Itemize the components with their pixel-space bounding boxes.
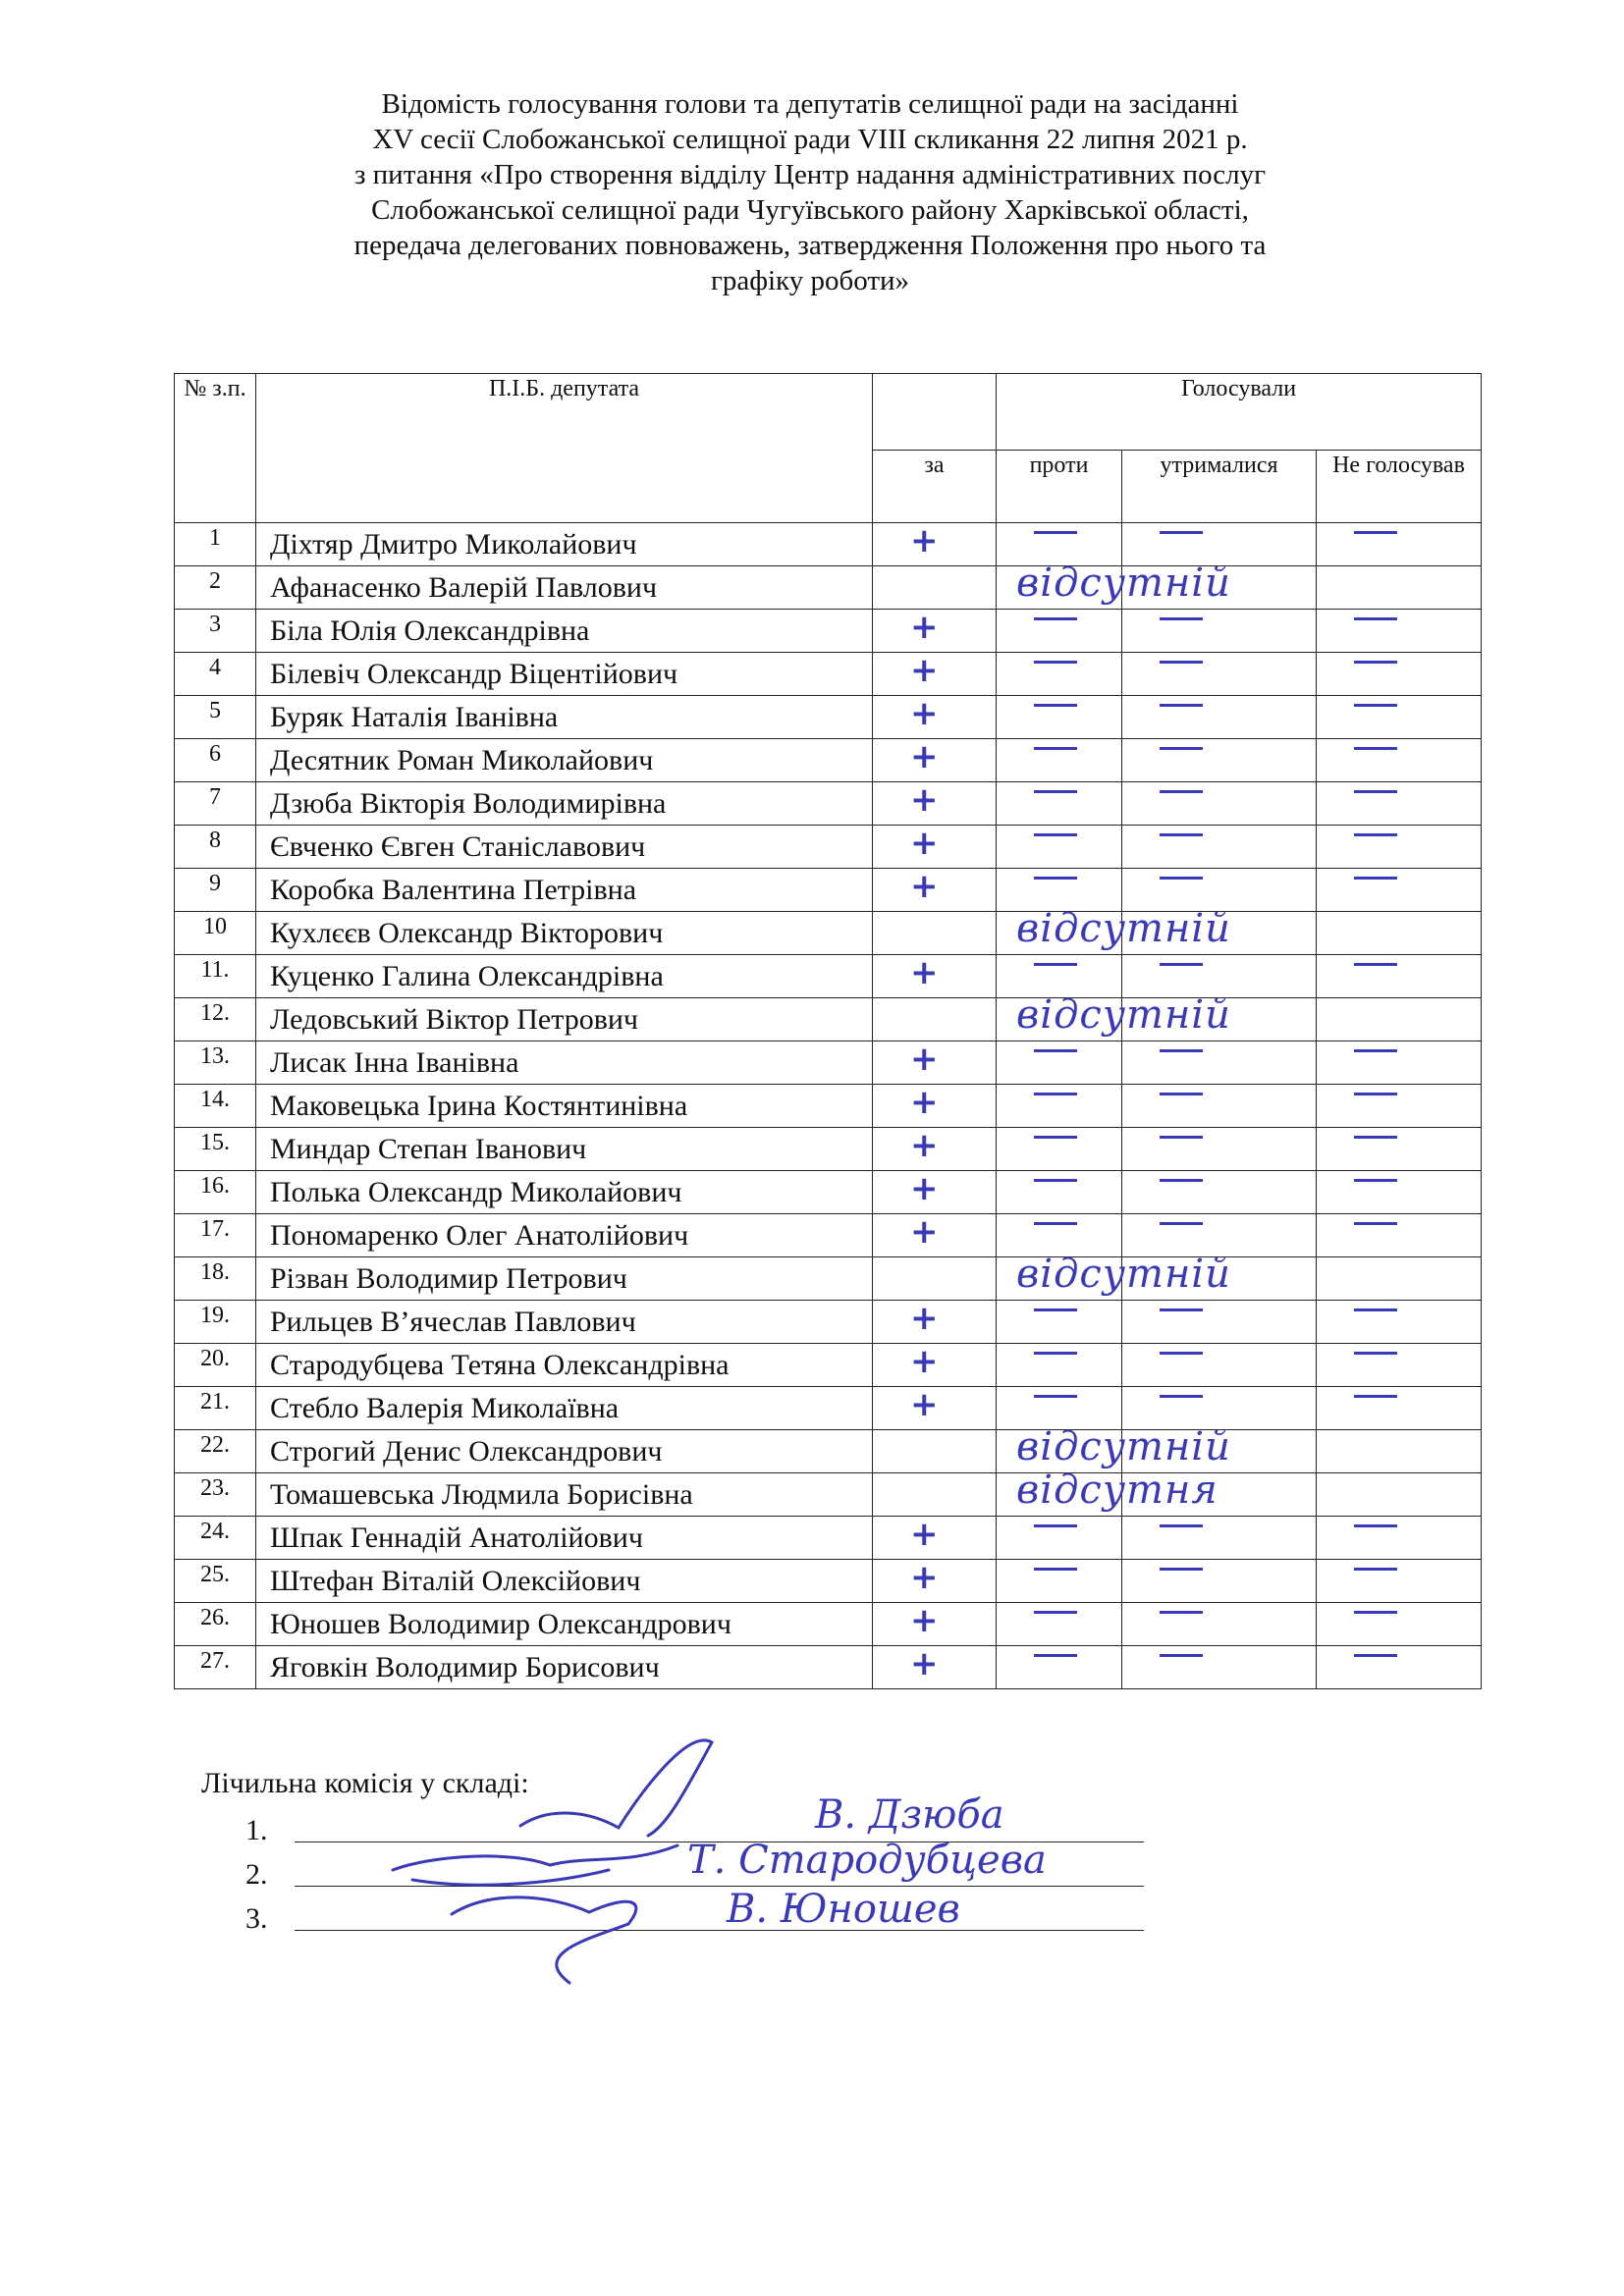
title-line: Слобожанської селищної ради Чугуївського району Харківської області,: [371, 194, 1249, 226]
row-number: 9: [175, 869, 256, 912]
deputy-name: Томашевська Людмила Борисівна: [256, 1473, 873, 1517]
row-number: 6: [175, 739, 256, 782]
header-name: П.І.Б. депутата: [256, 374, 873, 523]
header-voted: Голосували: [997, 374, 1482, 451]
vote-for-mark: +: [910, 1385, 939, 1424]
handwritten-name-2: Т. Стародубцева: [687, 1838, 1047, 1883]
vote-for-mark: +: [910, 737, 939, 776]
signature-2: [393, 1845, 677, 1885]
deputy-name: Білевіч Олександр Віцентійович: [256, 653, 873, 696]
deputy-name: Строгий Денис Олександрович: [256, 1430, 873, 1473]
deputy-name: Діхтяр Дмитро Миколайович: [256, 523, 873, 566]
deputy-name: Рильцев В’ячеслав Павлович: [256, 1301, 873, 1344]
deputy-name: Десятник Роман Миколайович: [256, 739, 873, 782]
header-not-voted: Не голосував: [1317, 451, 1482, 523]
deputy-name: Лисак Інна Іванівна: [256, 1041, 873, 1085]
vote-for-mark: +: [910, 1083, 939, 1122]
row-number: 5: [175, 696, 256, 739]
vote-for-mark: +: [910, 1601, 939, 1640]
row-number: 18.: [175, 1257, 256, 1301]
handwritten-name-3: В. Юношев: [727, 1887, 960, 1932]
vote-for-mark: +: [910, 1212, 939, 1252]
signature-1: [520, 1740, 712, 1836]
title-line: з питання «Про створення відділу Центр надання адміністративних послуг: [353, 159, 1267, 190]
row-number: 14.: [175, 1085, 256, 1128]
title-line: XV сесії Слобожанської селищної ради VIII скликання 22 липня 2021 р.: [372, 124, 1248, 155]
deputy-name: Стебло Валерія Миколаївна: [256, 1387, 873, 1430]
header-against: проти: [997, 451, 1122, 523]
signature-line-1: 1.: [245, 1814, 290, 1847]
deputy-name: Полька Олександр Миколайович: [256, 1171, 873, 1214]
deputy-name: Різван Володимир Петрович: [256, 1257, 873, 1301]
deputy-name: Яговкін Володимир Борисович: [256, 1646, 873, 1689]
row-number: 7: [175, 782, 256, 826]
deputy-name: Афанасенко Валерій Павлович: [256, 566, 873, 610]
row-number: 19.: [175, 1301, 256, 1344]
row-number: 2: [175, 566, 256, 610]
row-number: 1: [175, 523, 256, 566]
row-number: 16.: [175, 1171, 256, 1214]
vote-for-mark: +: [910, 608, 939, 647]
absent-note: відсутній: [1016, 1252, 1231, 1297]
row-number: 8: [175, 826, 256, 869]
vote-for-mark: +: [910, 1644, 939, 1683]
vote-for-mark: +: [910, 1558, 939, 1597]
absent-note: відсутній: [1016, 1424, 1231, 1469]
title-line: графіку роботи»: [710, 265, 910, 296]
deputy-name: Штефан Віталій Олексійович: [256, 1560, 873, 1603]
title-line: Відомість голосування голови та депутатів селищної ради на засіданні: [381, 88, 1239, 120]
row-number: 21.: [175, 1387, 256, 1430]
vote-for-mark: +: [910, 1126, 939, 1165]
title-line: передача делегованих повноважень, затвердження Положення про нього та: [353, 230, 1267, 261]
row-number: 3: [175, 610, 256, 653]
deputy-name: Ледовський Віктор Петрович: [256, 998, 873, 1041]
deputy-name: Куценко Галина Олександрівна: [256, 955, 873, 998]
deputy-name: Стародубцева Тетяна Олександрівна: [256, 1344, 873, 1387]
vote-for-mark: +: [910, 867, 939, 906]
vote-for-mark: +: [910, 1040, 939, 1079]
vote-for-mark: +: [910, 824, 939, 863]
signature-line-2: 2.: [245, 1858, 290, 1892]
absent-note: відсутній: [1016, 992, 1231, 1038]
deputy-name: Пономаренко Олег Анатолійович: [256, 1214, 873, 1257]
deputy-name: Миндар Степан Іванович: [256, 1128, 873, 1171]
header-abstained: утрималися: [1122, 451, 1317, 523]
deputy-name: Дзюба Вікторія Володимирівна: [256, 782, 873, 826]
vote-for-mark: +: [910, 780, 939, 820]
deputy-name: Біла Юлія Олександрівна: [256, 610, 873, 653]
vote-for-mark: +: [910, 521, 939, 561]
absent-note: відсутній: [1016, 561, 1231, 606]
row-number: 17.: [175, 1214, 256, 1257]
signature-3: [452, 1897, 636, 1983]
row-number: 12.: [175, 998, 256, 1041]
row-number: 20.: [175, 1344, 256, 1387]
row-number: 25.: [175, 1560, 256, 1603]
handwritten-name-1: В. Дзюба: [815, 1792, 1004, 1838]
vote-for-mark: +: [910, 1169, 939, 1208]
row-number: 23.: [175, 1473, 256, 1517]
vote-for-mark: +: [910, 1515, 939, 1554]
row-number: 10: [175, 912, 256, 955]
deputy-name: Юношев Володимир Олександрович: [256, 1603, 873, 1646]
vote-for-mark: +: [910, 1299, 939, 1338]
vote-for-mark: +: [910, 1342, 939, 1381]
deputy-name: Шпак Геннадій Анатолійович: [256, 1517, 873, 1560]
absent-note: відсутня: [1016, 1468, 1218, 1513]
deputy-name: Кухлєєв Олександр Вікторович: [256, 912, 873, 955]
row-number: 27.: [175, 1646, 256, 1689]
row-number: 4: [175, 653, 256, 696]
vote-for-mark: +: [910, 694, 939, 733]
commission-label: Лічильна комісія у складі:: [201, 1767, 529, 1799]
row-number: 11.: [175, 955, 256, 998]
deputy-name: Маковецька Ірина Костянтинівна: [256, 1085, 873, 1128]
row-number: 24.: [175, 1517, 256, 1560]
deputy-name: Буряк Наталія Іванівна: [256, 696, 873, 739]
row-number: 13.: [175, 1041, 256, 1085]
absent-note: відсутній: [1016, 906, 1231, 951]
header-for: за: [873, 451, 997, 523]
row-number: 26.: [175, 1603, 256, 1646]
header-num: № з.п.: [175, 374, 256, 523]
row-number: 22.: [175, 1430, 256, 1473]
vote-for-mark: +: [910, 953, 939, 992]
signature-line-3: 3.: [245, 1902, 290, 1936]
deputy-name: Коробка Валентина Петрівна: [256, 869, 873, 912]
vote-for-mark: +: [910, 651, 939, 690]
deputy-name: Євченко Євген Станіславович: [256, 826, 873, 869]
row-number: 15.: [175, 1128, 256, 1171]
